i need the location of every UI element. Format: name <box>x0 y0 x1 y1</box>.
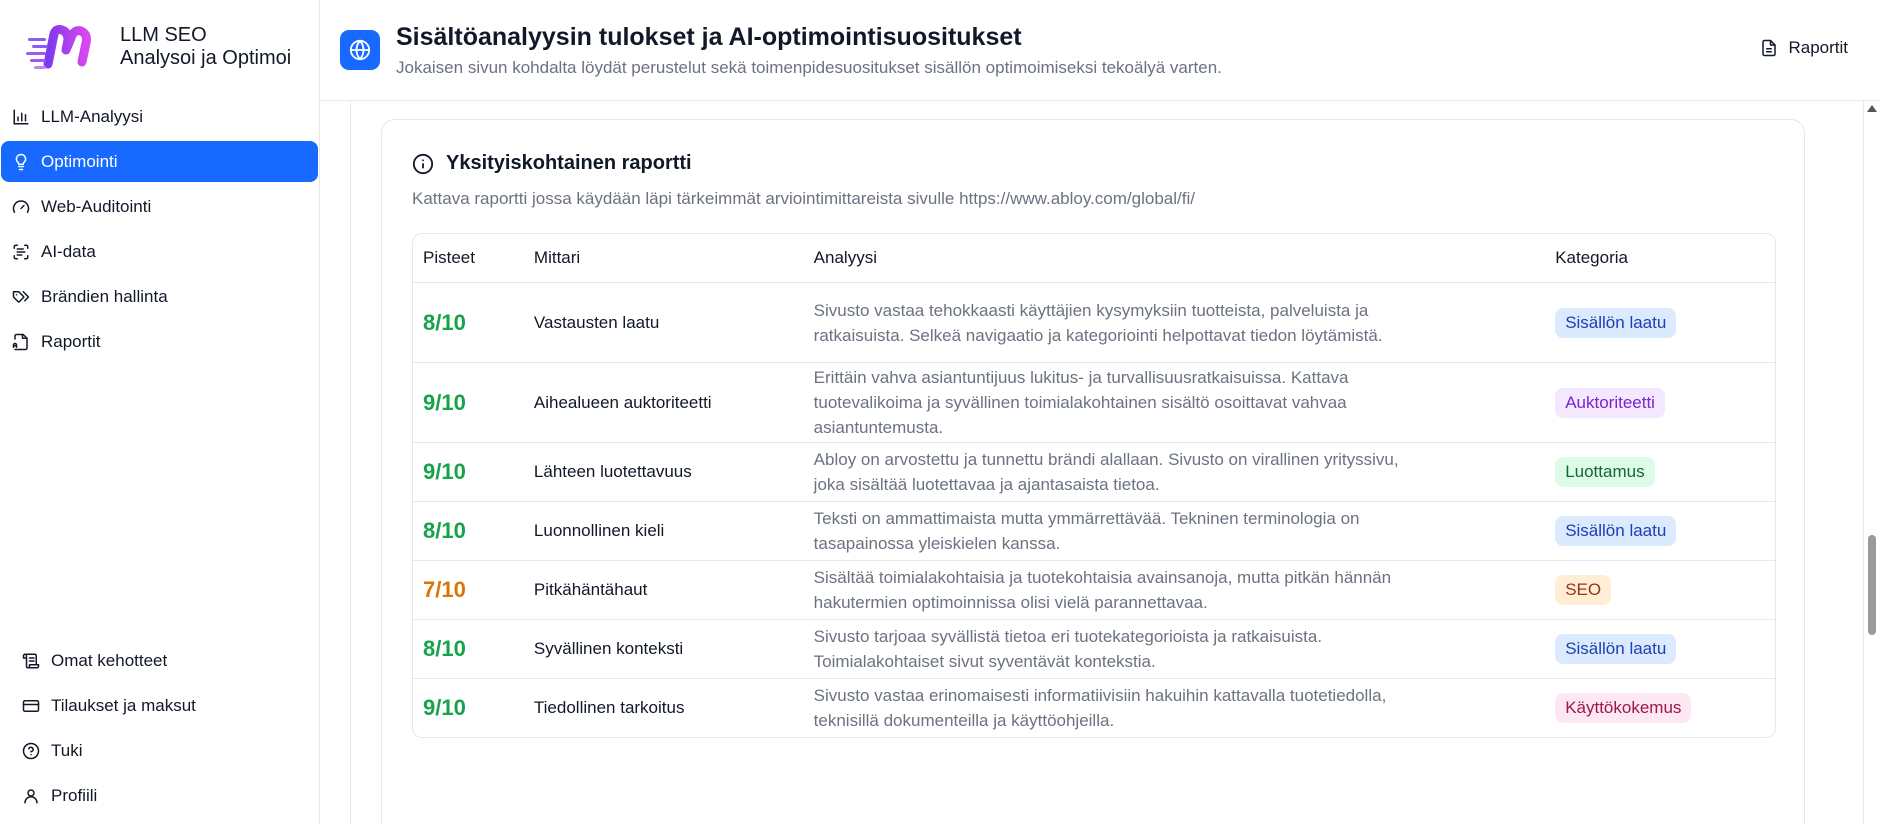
category-cell <box>1555 308 1775 338</box>
file-audio-icon <box>11 332 31 352</box>
bar-chart-icon <box>11 107 31 127</box>
analysis-text: Sisältää toimialakohtaisia ja tuotekohtaisia avainsanoja, mutta pitkän hännän hakutermien optimoinnissa olisi vielä parannettavaa. <box>813 568 1392 612</box>
metric-name: Vastausten laatu <box>533 312 660 332</box>
score-value: 8/10 <box>423 309 466 335</box>
scan-text-icon <box>11 242 31 262</box>
score-cell <box>413 636 534 662</box>
nav-item-web-auditointi[interactable] <box>1 186 318 227</box>
score-cell <box>413 310 534 336</box>
metric-cell <box>534 639 814 659</box>
category-cell <box>1555 457 1775 487</box>
nav-label: Tuki <box>51 740 83 760</box>
category-cell <box>1555 575 1775 605</box>
score-cell <box>413 518 534 544</box>
help-circle-icon <box>21 741 41 761</box>
table-row <box>413 619 1775 678</box>
category-badge: Auktoriteetti <box>1555 388 1665 418</box>
score-cell <box>413 577 534 603</box>
card-title <box>412 152 1774 175</box>
card-title-text: Yksityiskohtainen raportti <box>446 152 692 174</box>
analysis-text: Abloy on arvostettu ja tunnettu brändi alallaan. Sivusto on virallinen yrityssivu, joka sisältää luotettavaa ja ajantasaista tietoa. <box>813 450 1399 494</box>
table-row <box>413 282 1775 362</box>
analysis-text: Sivusto vastaa erinomaisesti informatiivisiin hakuihin kattavalla tuotetiedolla, teknisillä dokumenteilla ja käyttöohjeilla. <box>813 686 1387 730</box>
header-analysis: Analyysi <box>813 248 877 267</box>
brand-text <box>120 24 291 70</box>
table-row <box>413 362 1775 442</box>
score-value: 9/10 <box>423 459 466 484</box>
header-metric: Mittari <box>533 248 581 267</box>
table-header-row <box>413 234 1775 282</box>
nav-label: AI-data <box>41 241 96 261</box>
info-icon <box>412 153 434 175</box>
category-badge: Käyttökokemus <box>1555 693 1691 723</box>
metric-cell <box>534 393 814 413</box>
score-value: 8/10 <box>423 518 466 543</box>
analysis-cell <box>814 506 1556 556</box>
analysis-cell <box>814 565 1556 615</box>
nav-label: Brändien hallinta <box>41 286 168 306</box>
reports-button-label: Raportit <box>1788 38 1848 57</box>
category-cell <box>1555 693 1775 723</box>
score-cell <box>413 695 534 721</box>
scroll-thumb[interactable] <box>1868 535 1876 635</box>
content-area <box>320 101 1880 824</box>
nav-item-raportit[interactable] <box>1 321 318 362</box>
page-title: Sisältöanalyysin tulokset ja AI-optimointisuositukset <box>396 22 1022 51</box>
main-area <box>320 0 1880 824</box>
nav-label: LLM-Analyysi <box>41 106 144 126</box>
nav-item-profiili[interactable] <box>1 775 318 816</box>
nav-item-brandien-hallinta[interactable] <box>1 276 318 317</box>
report-table <box>412 233 1776 738</box>
score-cell <box>413 390 534 416</box>
credit-card-icon <box>21 696 41 716</box>
sidebar <box>0 0 320 824</box>
page-subtitle: Jokaisen sivun kohdalta löydät perustelut sekä toimenpidesuositukset sisällön optimoimiseksi tekoälyä varten. <box>396 57 1222 77</box>
analysis-cell <box>814 447 1556 497</box>
analysis-text: Erittäin vahva asiantuntijuus lukitus- ja turvallisuusratkaisuissa. Kattava tuotevalikoima ja syvällinen toimialakohtainen sisältö osoittavat vahvaa asiantuntemusta. <box>813 368 1349 437</box>
llm-seo-logo-icon <box>26 20 100 74</box>
scroll-icon <box>21 651 41 671</box>
page-header <box>320 0 1880 101</box>
nav-label: Optimointi <box>41 151 118 171</box>
metric-name: Aihealueen auktoriteetti <box>533 392 712 412</box>
score-value: 8/10 <box>423 636 466 661</box>
globe-icon <box>340 30 380 70</box>
metric-name: Tiedollinen tarkoitus <box>533 698 685 717</box>
score-cell <box>413 459 534 485</box>
metric-name: Pitkähäntähaut <box>533 580 648 599</box>
table-row <box>413 678 1775 737</box>
analysis-cell <box>814 298 1556 348</box>
nav-item-llm-analyysi[interactable] <box>1 96 318 137</box>
metric-name: Luonnollinen kieli <box>533 521 665 540</box>
nav-label: Omat kehotteet <box>51 650 168 670</box>
metric-cell <box>534 313 814 333</box>
metric-cell <box>534 580 814 600</box>
reports-button[interactable] <box>1760 38 1848 58</box>
scrollbar[interactable] <box>1864 101 1880 824</box>
secondary-nav <box>0 638 319 824</box>
metric-name: Lähteen luotettavuus <box>533 462 692 481</box>
card-description: Kattava raportti jossa käydään läpi tärkeimmät arviointimittareista sivulle https://www.abloy.com/global/fi/ <box>412 189 1195 208</box>
category-badge: Sisällön laatu <box>1555 516 1676 546</box>
user-icon <box>21 786 41 806</box>
category-badge: Luottamus <box>1555 457 1654 487</box>
nav-label: Profiili <box>51 785 98 805</box>
analysis-cell <box>814 683 1556 733</box>
category-cell <box>1555 388 1775 418</box>
metric-name: Syvällinen konteksti <box>533 639 684 658</box>
category-badge: SEO <box>1555 575 1611 605</box>
category-cell <box>1555 634 1775 664</box>
metric-cell <box>534 698 814 718</box>
analysis-text: Teksti on ammattimaista mutta ymmärrettävää. Tekninen terminologia on tasapainossa yleiskielen kanssa. <box>813 509 1360 553</box>
file-text-icon <box>1760 39 1778 57</box>
nav-item-ai-data[interactable] <box>1 231 318 272</box>
detailed-report-card <box>381 119 1805 824</box>
nav-label: Web-Auditointi <box>41 196 152 216</box>
table-row <box>413 501 1775 560</box>
table-row <box>413 442 1775 501</box>
analysis-text: Sivusto vastaa tehokkaasti käyttäjien kysymyksiin tuotteista, palveluista ja ratkaisuista. Selkeä navigaatio ja kategoriointi helpottavat tiedon löytämistä. <box>813 300 1383 345</box>
header-score: Pisteet <box>423 248 475 267</box>
analysis-text: Sivusto tarjoaa syvällistä tietoa eri tuotekategorioista ja ratkaisuista. Toimialakohtaiset sivut syventävät kontekstia. <box>813 627 1323 671</box>
nav-label: Tilaukset ja maksut <box>51 695 196 715</box>
category-cell <box>1555 516 1775 546</box>
scroll-up-arrow-icon[interactable] <box>1867 105 1877 112</box>
analysis-cell <box>814 365 1556 440</box>
nav-item-optimointi[interactable] <box>1 141 318 182</box>
score-value: 9/10 <box>423 389 466 415</box>
header-category: Kategoria <box>1555 248 1628 267</box>
category-badge: Sisällön laatu <box>1555 634 1676 664</box>
brand-name: LLM SEO <box>120 24 207 46</box>
tags-icon <box>11 287 31 307</box>
metric-cell <box>534 462 814 482</box>
table-row <box>413 560 1775 619</box>
metric-cell <box>534 521 814 541</box>
nav-item-omat-kehotteet[interactable] <box>1 640 318 681</box>
nav-item-tuki[interactable] <box>1 730 318 771</box>
nav-label: Raportit <box>41 331 101 351</box>
category-badge: Sisällön laatu <box>1555 308 1676 338</box>
score-value: 9/10 <box>423 695 466 720</box>
score-value: 7/10 <box>423 577 466 602</box>
content-panel <box>350 101 1864 824</box>
nav-item-tilaukset-ja-maksut[interactable] <box>1 685 318 726</box>
brand-tagline: Analysoi ja Optimoi <box>120 47 292 69</box>
primary-nav <box>0 94 319 364</box>
brand[interactable] <box>0 0 319 94</box>
lightbulb-icon <box>11 152 31 172</box>
analysis-cell <box>814 624 1556 674</box>
gauge-icon <box>11 197 31 217</box>
